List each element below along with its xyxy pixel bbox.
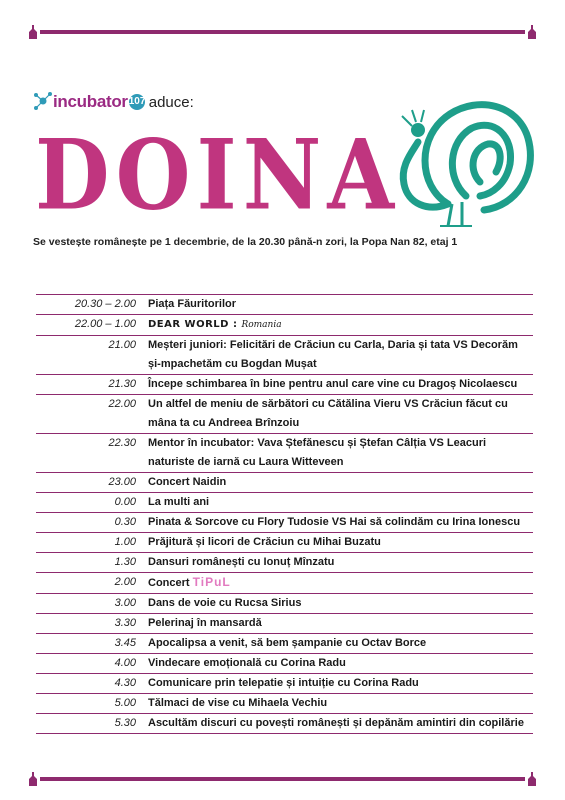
schedule-table xyxy=(36,294,533,734)
schedule-event xyxy=(148,714,533,733)
schedule-event-text: Comunicare prin telepatie și intuiție cu Corina Radu xyxy=(148,677,419,689)
schedule-event xyxy=(148,694,533,713)
schedule-event-text: Tălmaci de vise cu Mihaela Vechiu xyxy=(148,697,328,709)
schedule-time: 22.00 xyxy=(108,398,136,410)
schedule-event xyxy=(148,654,533,673)
schedule-event xyxy=(148,533,533,552)
schedule-event-text: Meșteri juniori: Felicitări de Crăciun cu Carla, Daria și tata VS Decorăm și-mpachetăm cu Bogdan Mușat xyxy=(148,339,518,370)
schedule-time: 2.00 xyxy=(114,576,136,588)
schedule-row xyxy=(36,694,533,714)
schedule-row xyxy=(36,513,533,533)
schedule-row xyxy=(36,553,533,573)
schedule-time: 1.00 xyxy=(114,536,136,548)
schedule-row xyxy=(36,634,533,654)
aduce-label: aduce: xyxy=(148,93,194,111)
schedule-event-text: Apocalipsa a venit, să bem șampanie cu Octav Borce xyxy=(148,637,427,649)
schedule-time: 23.00 xyxy=(108,476,136,488)
bottle-icon xyxy=(28,25,38,39)
schedule-event xyxy=(148,315,533,335)
molecule-icon xyxy=(33,91,53,113)
title-wrap xyxy=(35,119,401,233)
schedule-row xyxy=(36,654,533,674)
schedule-row xyxy=(36,573,533,594)
page-title: DOINA xyxy=(35,119,401,233)
schedule-row xyxy=(36,614,533,634)
separator: : xyxy=(228,319,242,330)
schedule-time: 5.30 xyxy=(114,717,136,729)
schedule-event xyxy=(148,634,533,653)
bottle-icon xyxy=(527,772,537,786)
schedule-event-text: Piața Făuritorilor xyxy=(148,298,237,310)
schedule-time: 22.00 – 1.00 xyxy=(74,318,136,330)
schedule-event-text: Vindecare emoțională cu Corina Radu xyxy=(148,657,346,669)
schedule-time: 0.30 xyxy=(114,516,136,528)
schedule-event-text: Dans de voie cu Rucsa Sirius xyxy=(148,597,302,609)
brand-line xyxy=(33,88,194,116)
schedule-event xyxy=(148,513,533,532)
schedule-row xyxy=(36,295,533,315)
schedule-event xyxy=(148,473,533,492)
schedule-event-text: La multi ani xyxy=(148,496,210,508)
brand-badge: 107 xyxy=(129,94,145,110)
schedule-row xyxy=(36,395,533,434)
bottom-rule xyxy=(40,777,525,781)
schedule-row xyxy=(36,434,533,473)
schedule-time: 4.30 xyxy=(114,677,136,689)
schedule-event-text: Prăjitură și licori de Crăciun cu Mihai Buzatu xyxy=(148,536,381,548)
schedule-event xyxy=(148,594,533,613)
event-tag: Romania xyxy=(241,320,282,330)
schedule-event-text: Mentor în incubator: Vava Ștefănescu și Ștefan Câlția VS Leacuri naturiste de iarnă cu Laura Witteveen xyxy=(148,437,487,468)
schedule-event xyxy=(148,434,533,472)
schedule-event xyxy=(148,336,533,374)
schedule-time: 21.00 xyxy=(108,339,136,351)
brand-name: incubator xyxy=(53,92,128,111)
schedule-event xyxy=(148,295,533,314)
schedule-event xyxy=(148,553,533,572)
schedule-row xyxy=(36,336,533,375)
schedule-time: 4.00 xyxy=(114,657,136,669)
schedule-event xyxy=(148,493,533,512)
schedule-time: 0.00 xyxy=(114,496,136,508)
schedule-event-text: Pelerinaj în mansardă xyxy=(148,617,262,629)
schedule-time: 3.00 xyxy=(114,597,136,609)
schedule-event-text: Pinata & Sorcove cu Flory Tudosie VS Hai să colindăm cu Irina Ionescu xyxy=(148,516,521,528)
schedule-row xyxy=(36,674,533,694)
schedule-time: 22.30 xyxy=(108,437,136,449)
schedule-time: 3.30 xyxy=(114,617,136,629)
schedule-event xyxy=(148,674,533,693)
schedule-event-text: Concert xyxy=(148,577,190,589)
top-rule xyxy=(40,30,525,34)
schedule-event xyxy=(148,614,533,633)
schedule-time: 3.45 xyxy=(114,637,136,649)
schedule-event xyxy=(148,395,533,433)
schedule-event xyxy=(148,573,533,593)
schedule-event-text: Concert Naidin xyxy=(148,476,227,488)
schedule-event-text: Ascultăm discuri cu povești românești și depănăm amintiri din copilărie xyxy=(148,717,524,729)
peacock-illustration xyxy=(388,86,538,234)
bottle-icon xyxy=(527,25,537,39)
schedule-row xyxy=(36,473,533,493)
schedule-event-text: Începe schimbarea în bine pentru anul care vine cu Dragoș Nicolaescu xyxy=(148,378,518,390)
schedule-event xyxy=(148,375,533,394)
schedule-time: 21.30 xyxy=(108,378,136,390)
event-tag: TiPuL xyxy=(192,575,231,589)
schedule-time: 20.30 – 2.00 xyxy=(74,298,136,310)
schedule-event-text: Un altfel de meniu de sărbători cu Cătălina Vieru VS Crăciun făcut cu mâna ta cu Andreea Brînzoiu xyxy=(148,398,508,429)
schedule-time: 1.30 xyxy=(114,556,136,568)
event-subtitle: Se vestește românește pe 1 decembrie, de la 20.30 până-n zori, la Popa Nan 82, etaj 1 xyxy=(33,236,458,248)
schedule-row xyxy=(36,533,533,553)
schedule-time: 5.00 xyxy=(114,697,136,709)
bottle-icon xyxy=(28,772,38,786)
schedule-row xyxy=(36,714,533,734)
schedule-row xyxy=(36,594,533,614)
schedule-event-text: DEAR WORLD xyxy=(148,319,229,330)
schedule-row xyxy=(36,315,533,336)
schedule-row xyxy=(36,493,533,513)
schedule-event-text: Dansuri românești cu Ionuț Mînzatu xyxy=(148,556,335,568)
schedule-row xyxy=(36,375,533,395)
